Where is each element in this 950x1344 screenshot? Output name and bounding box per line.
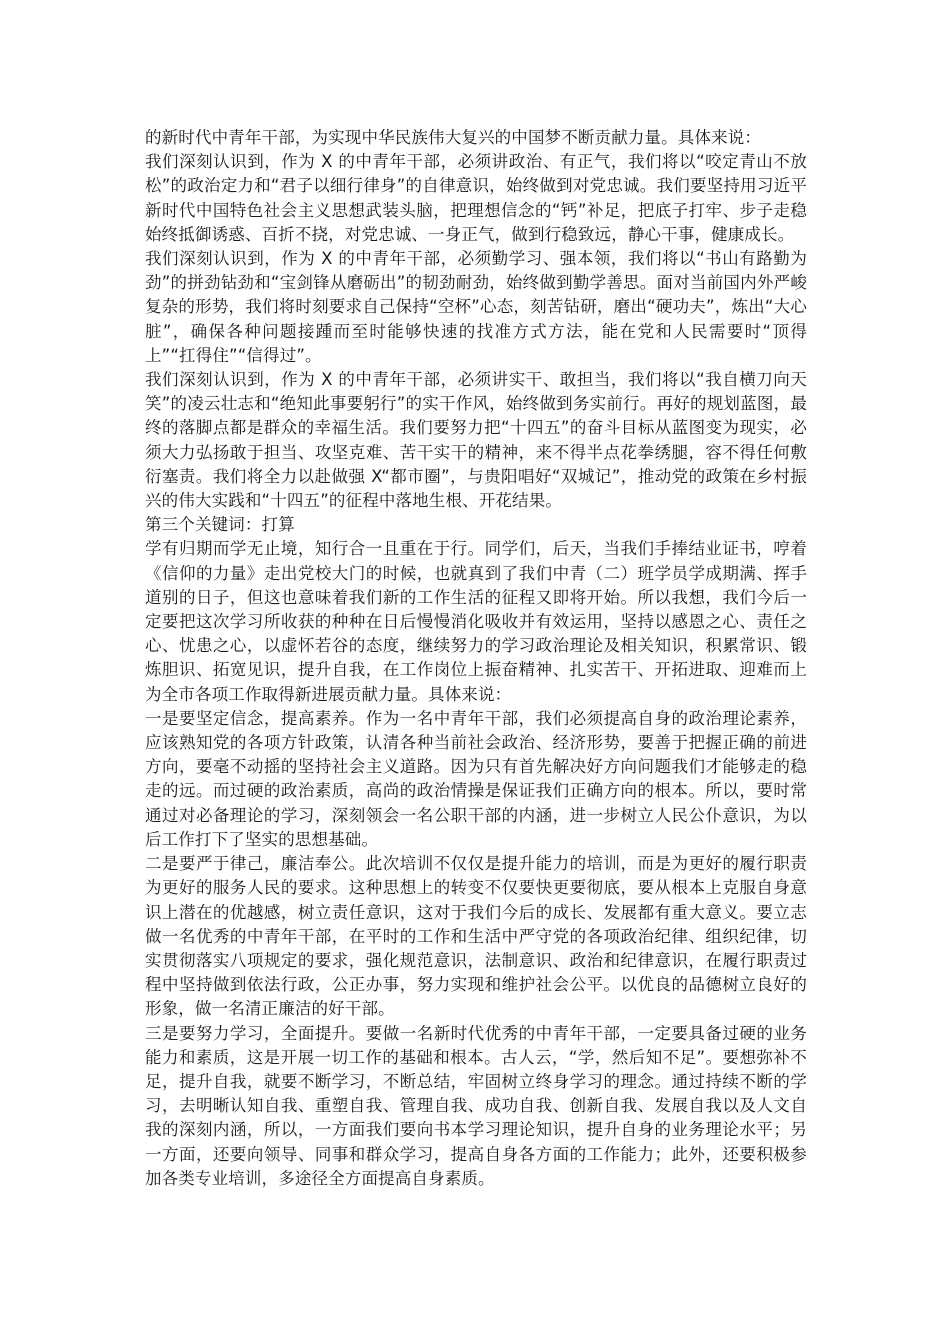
- paragraph-action: 我们深刻认识到，作为 X 的中青年干部，必须讲实干、敢担当，我们将以“我自横刀向天笑”的凌云壮志和“绝知此事要躬行”的实干作风，始终做到务实前行。再好的规划蓝图，最终的落脚点都是群众的幸福生活。我们要努力把“十四五”的奋斗目标从蓝图变为现实，必须大力弘扬敢于担当、攻坚克难、苦干实干的精神，来不得半点花拳绣腿，容不得任何敷衍塞责。我们将全力以赴做强 X“都市圈”，与贵阳唱好“双城记”，推动党的政策在乡村振兴的伟大实践和“十四五”的征程中落地生根、开花结果。: [145, 370, 807, 511]
- document-page: [145, 126, 807, 1191]
- section-heading-plan: 第三个关键词：打算: [145, 515, 295, 535]
- paragraph-study: 我们深刻认识到，作为 X 的中青年干部，必须勤学习、强本领，我们将以“书山有路勤为劲”的拼劲钻劲和“宝剑锋从磨砺出”的韧劲耐劲，始终做到勤学善思。面对当前国内外严峻复杂的形势，我们将时刻要求自己保持“空杯”心态，刻苦钻研，磨出“硬功夫”，炼出“大心脏”，确保各种问题接踵而至时能够快速的找准方式方法，能在党和人民需要时“顶得上”“扛得住”“信得过”。: [145, 249, 807, 365]
- paragraph-belief: 一是要坚定信念，提高素养。作为一名中青年干部，我们必须提高自身的政治理论素养，应该熟知党的各项方针政策，认清各种当前社会政治、经济形势，要善于把握正确的前进方向，要毫不动摇的坚持社会主义道路。因为只有首先解决好方向问题我们才能够走的稳走的远。而过硬的政治素质，高尚的政治情操是保证我们正确方向的根本。所以，要时常通过对必备理论的学习，深刻领会一名公职干部的内涵，进一步树立人民公仆意识，为以后工作打下了坚实的思想基础。: [145, 708, 807, 849]
- paragraph-politics: 我们深刻认识到，作为 X 的中青年干部，必须讲政治、有正气，我们将以“咬定青山不放松”的政治定力和“君子以细行律身”的自律意识，始终做到对党忠诚。我们要坚持用习近平新时代中国特色社会主义思想武装头脑，把理想信念的“钙”补足，把底子打牢、步子走稳始终抵御诱惑、百折不挠，对党忠诚、一身正气，做到行稳致远，静心干事，健康成长。: [145, 152, 807, 244]
- paragraph-discipline: 二是要严于律己，廉洁奉公。此次培训不仅仅是提升能力的培训，而是为更好的履行职责为更好的服务人民的要求。这种思想上的转变不仅要快更要彻底，要从根本上克服自身意识上潜在的优越感，树立责任意识，这对于我们今后的成长、发展都有重大意义。要立志做一名优秀的中青年干部，在平时的工作和生活中严守党的各项政治纪律、组织纪律，切实贯彻落实八项规定的要求，强化规范意识，法制意识、政治和纪律意识，在履行职责过程中坚持做到依法行政，公正办事，努力实现和维护社会公平。以优良的品德树立良好的形象，做一名清正廉洁的好干部。: [145, 854, 807, 1019]
- paragraph-learning: 三是要努力学习，全面提升。要做一名新时代优秀的中青年干部，一定要具备过硬的业务能力和素质，这是开展一切工作的基础和根本。古人云，“学，然后知不足”。要想弥补不足，提升自我，就要不断学习，不断总结，牢固树立终身学习的理念。通过持续不断的学习，去明晰认知自我、重塑自我、管理自我、成功自我、创新自我、发展自我以及人文自我的深刻内涵，所以，一方面我们要向书本学习理论知识，提升自身的业务理论水平；另一方面，还要向领导、同事和群众学习，提高自身各方面的工作能力；此外，还要积极参加各类专业培训，多途径全方面提高自身素质。: [145, 1023, 807, 1188]
- paragraph-plan-intro: 学有归期而学无止境，知行合一且重在于行。同学们，后天，当我们手捧结业证书，哼着《信仰的力量》走出党校大门的时候，也就真到了我们中青（二）班学员学成期满、挥手道别的日子，但这也意味着我们新的工作生活的征程又即将开始。所以我想，我们今后一定要把这次学习所收获的种种在日后慢慢消化吸收并有效运用，坚持以感恩之心、责任之心、忧患之心，以虚怀若谷的态度，继续努力的学习政治理论及相关知识，积累常识、锻炼胆识、拓宽见识，提升自我，在工作岗位上振奋精神、扎实苦干、开拓进取、迎难而上为全市各项工作取得新进展贡献力量。具体来说：: [145, 539, 807, 704]
- paragraph-intro-tail: 的新时代中青年干部，为实现中华民族伟大复兴的中国梦不断贡献力量。具体来说：: [145, 128, 762, 147]
